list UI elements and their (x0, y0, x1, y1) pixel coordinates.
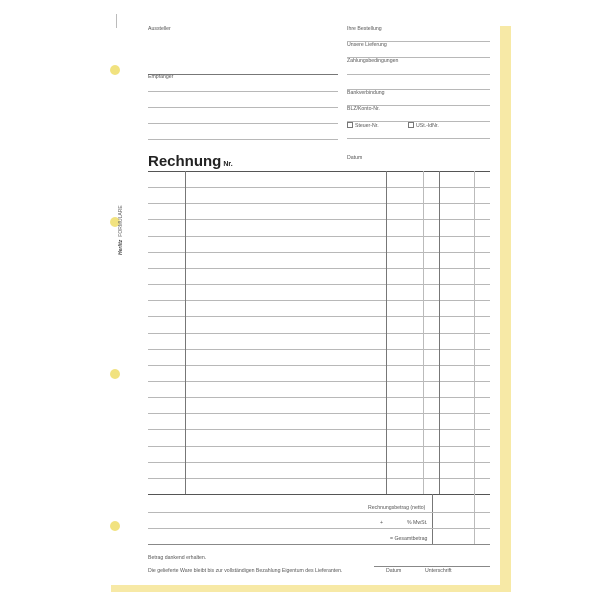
herlitz-logo: Herlitz (118, 239, 124, 255)
column-divider (439, 171, 440, 494)
signature-line (374, 566, 490, 567)
field-line (347, 74, 490, 75)
aussteller-line (148, 74, 338, 75)
punch-hole (110, 369, 120, 379)
unsere-lieferung-label: Unsere Lieferung (347, 42, 387, 48)
ust-idnr-checkbox (408, 122, 439, 129)
field-line (347, 138, 490, 139)
blz-konto-label: BLZ/Konto-Nr. (347, 106, 380, 112)
crop-mark (116, 14, 117, 28)
address-line (148, 139, 338, 140)
invoice-sheet (111, 19, 500, 585)
ihre-bestellung-label: Ihre Bestellung (347, 26, 382, 32)
zahlungsbedingungen-label: Zahlungsbedingungen (347, 58, 399, 64)
totals-line (148, 544, 490, 545)
ust-idnr-label: USt.-IdNr. (416, 123, 439, 129)
invoice-title (148, 153, 233, 170)
unterschrift-label: Unterschrift (425, 568, 452, 574)
address-line (148, 107, 338, 108)
checkbox-icon (408, 122, 414, 128)
column-divider (474, 171, 475, 494)
bankverbindung-label: Bankverbindung (347, 90, 385, 96)
steuer-nr-checkbox (347, 122, 379, 129)
datum-label: Datum (347, 155, 363, 161)
totals-divider (474, 494, 475, 544)
address-line (148, 123, 338, 124)
ownership-note: Die gelieferte Ware bleibt bis zur vollständigen Bezahlung Eigentum des Lieferanten. (148, 568, 343, 574)
mwst-label: % MwSt. (407, 520, 428, 526)
column-divider (185, 171, 186, 494)
steuer-nr-label: Steuer-Nr. (355, 123, 379, 129)
empfaenger-label: Empfänger (148, 74, 174, 80)
punch-hole (110, 521, 120, 531)
column-divider (386, 171, 387, 494)
invoice-title-text: Rechnung (148, 153, 222, 170)
brand-logo (118, 205, 124, 255)
invoice-number-label: Nr. (223, 161, 233, 168)
punch-hole (110, 65, 120, 75)
table-bottom-border (148, 494, 490, 495)
brand-text: FORMULARE (118, 205, 124, 237)
totals-line (148, 528, 490, 529)
plus-label: + (380, 520, 384, 526)
gesamtbetrag-label: = Gesamtbetrag (390, 536, 428, 542)
netto-label: Rechnungsbetrag (netto) (368, 505, 426, 511)
checkbox-icon (347, 122, 353, 128)
totals-line (148, 512, 490, 513)
totals-divider (432, 494, 433, 544)
column-divider (423, 171, 424, 494)
footer-datum-label: Datum (386, 568, 402, 574)
received-note: Betrag dankend erhalten. (148, 555, 207, 561)
aussteller-label: Aussteller (148, 26, 171, 32)
address-line (148, 91, 338, 92)
